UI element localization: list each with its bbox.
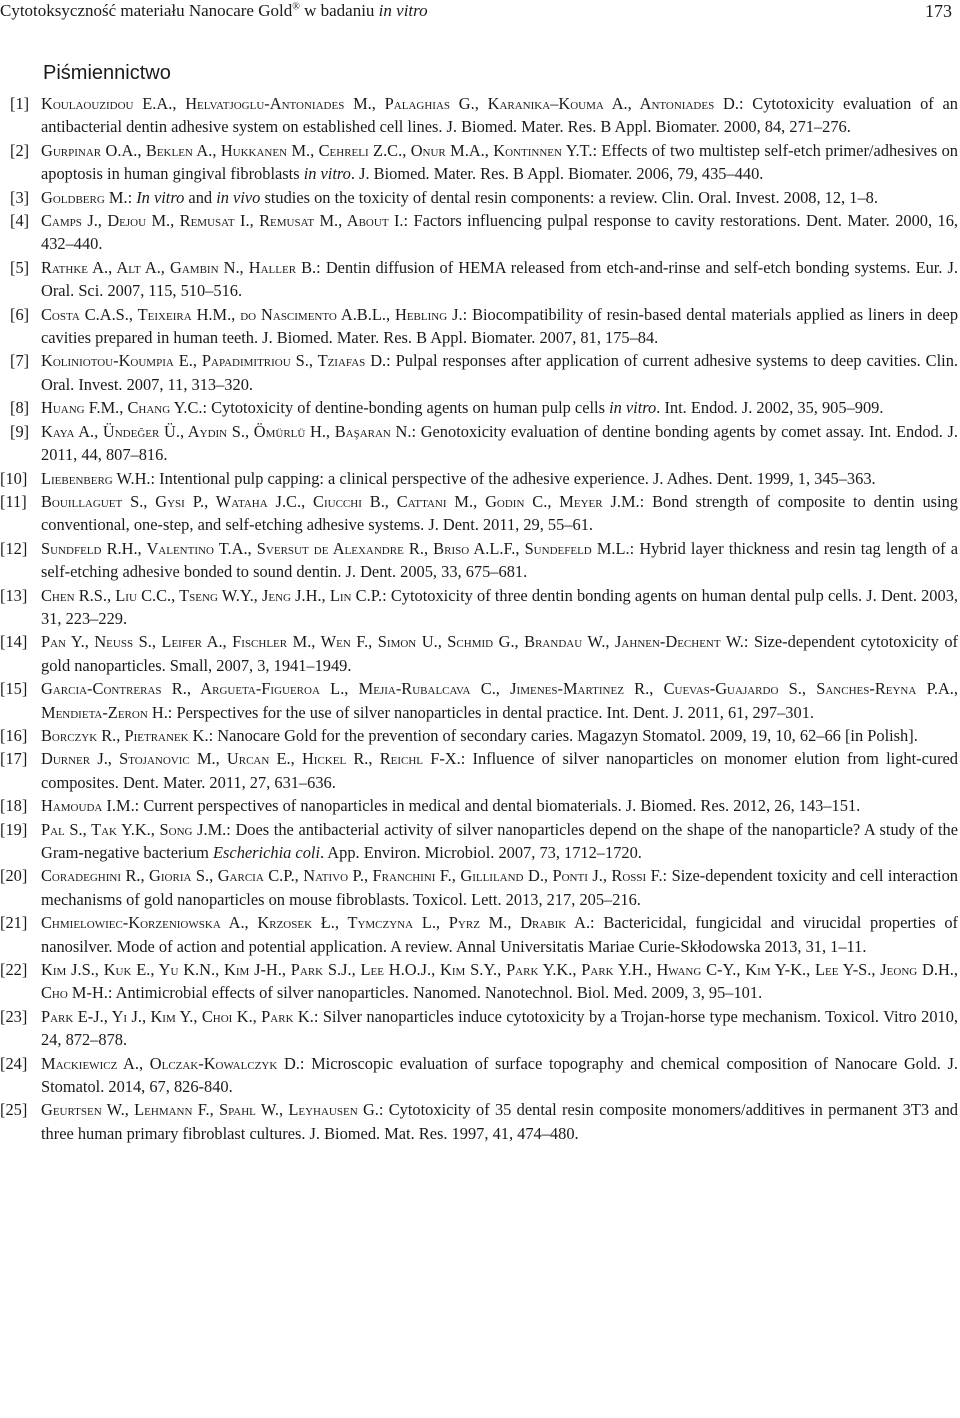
reference-number: [17] [0, 749, 28, 769]
reference-segment: : Nanocare Gold for the prevention of secondary caries. Magazyn Stomatol. 2009, 19, 10, 62–66 [in Polish]. [208, 725, 918, 745]
reference-number: [14] [0, 632, 28, 652]
reference-authors: Chen R.S., Liu C.C., Tseng W.Y., Jeng J.H., Lin C.P. [41, 585, 383, 605]
reference-item [0, 1005, 958, 1052]
reference-text [41, 749, 958, 791]
reference-item [0, 537, 958, 584]
reference-authors: Koliniotou-Koumpia E., Papadimitriou S., Tziafas D. [41, 351, 387, 371]
reference-segment: : Biocompatibility of resin-based dental materials applied as liners in deep cavities prepared in human teeth. J. Biomed. Mater. Res. B Appl. Biomater. 2007, 81, 175–84. [41, 304, 959, 348]
reference-number: [24] [0, 1053, 28, 1073]
reference-item [0, 958, 958, 1005]
reference-list [0, 92, 958, 1145]
reference-authors: Goldberg M. [41, 187, 128, 207]
running-title-main: Cytotoksyczność materiału Nanocare Gold [0, 1, 293, 20]
reference-item [0, 818, 958, 865]
reference-number: [8] [10, 398, 30, 418]
reference-authors: Koulaouzidou E.A., Helvatjoglu-Antoniades M., Palaghias G., Karanika–Kouma A., Antoniades D. [41, 94, 739, 113]
reference-item [0, 630, 958, 677]
reference-item [0, 490, 958, 537]
reference-segment: : Cytotoxicity evaluation of an antibacterial dentin adhesive system on established cell lines. J. Biomed. Mater. Res. B Appl. Biomater. 2000, 84, 271–276. [41, 94, 959, 137]
reference-segment: : Factors influencing pulpal response to cavity restorations. Dent. Mater. 2000, 16, 432–440. [41, 211, 958, 254]
reference-segment: : Hybrid layer thickness and resin tag length of a self-etching adhesive bonded to sound dentin. J. Dent. 2005, 33, 675–681. [41, 538, 958, 582]
reference-authors: Sundfeld R.H., Valentino T.A., Sversut de Alexandre R., Briso A.L.F., Sundefeld M.L. [41, 538, 630, 558]
reference-segment: : Effects of two multistep self-etch primer/adhesives on apoptosis in human gingival fibroblasts [41, 140, 958, 184]
reference-number: [18] [0, 796, 28, 816]
reference-italic: in vitro [303, 164, 351, 184]
reference-text [41, 539, 958, 581]
running-title [0, 0, 428, 22]
running-title-italic: in vitro [378, 1, 428, 20]
reference-number: [10] [0, 468, 28, 488]
reference-text [41, 422, 958, 464]
reference-authors: Garcia-Contreras R., Argueta-Figueroa L., Mejia-Rubalcava C., Jimenes-Martinez R., Cuevas-Guajardo S., Sanches-Reyna P.A., Mendieta-Zeron H. [41, 679, 958, 722]
reference-text [41, 1007, 958, 1049]
reference-text [41, 820, 958, 862]
reference-number: [23] [0, 1006, 28, 1026]
reference-number: [5] [10, 257, 30, 277]
reference-segment: : [127, 187, 137, 207]
reference-item [0, 256, 958, 303]
reference-item [0, 349, 958, 396]
reference-authors: Kim J.S., Kuk E., Yu K.N., Kim J-H., Park S.J., Lee H.O.J., Kim S.Y., Park Y.K., Park Y.H., Hwang C-Y., Kim Y-K., Lee Y-S., Jeong D.H., Cho M-H. [41, 960, 958, 1003]
reference-item [0, 467, 958, 490]
reference-text [41, 305, 958, 347]
reference-text [41, 586, 958, 628]
reference-text [41, 94, 958, 136]
reference-segment: : Cytotoxicity of 35 dental resin composite monomers/additives in permanent 3T3 and three human primary fibroblast cultures. J. Biomed. Mat. Res. 1997, 41, 474–480. [41, 1100, 958, 1143]
reference-segment: : Intentional pulp capping: a clinical perspective of the adhesive experience. J. Adhes. Dent. 1999, 1, 345–363. [150, 468, 876, 488]
reference-authors: Hamouda I.M. [41, 796, 135, 816]
reference-segment: : Current perspectives of nanoparticles in medical and dental biomaterials. J. Biomed. Res. 2012, 26, 143–151. [134, 796, 861, 816]
reference-item [0, 396, 958, 419]
reference-text [41, 351, 958, 393]
reference-item [0, 139, 958, 186]
reference-authors: Rathke A., Alt A., Gambin N., Haller B. [41, 257, 317, 277]
reference-segment: . App. Environ. Microbiol. 2007, 73, 1712–1720. [320, 843, 642, 862]
reference-text [41, 796, 860, 815]
reference-text [41, 866, 958, 908]
reference-number: [15] [0, 679, 28, 699]
reference-italic: in vitro [609, 398, 657, 418]
reference-authors: Pal S., Tak Y.K., Song J.M. [41, 819, 227, 839]
reference-text [41, 258, 958, 300]
reference-number: [11] [0, 491, 27, 511]
running-title-mid: w badaniu [299, 1, 379, 20]
reference-number: [6] [10, 304, 30, 324]
reference-number: [22] [0, 960, 28, 980]
reference-segment: : Silver nanoparticles induce cytotoxicity by a Trojan-horse type mechanism. Toxicol. Vitro 2010, 24, 872–878. [41, 1006, 959, 1050]
reference-text [41, 469, 876, 488]
page-number: 173 [925, 1, 952, 21]
page-header [0, 0, 960, 26]
registered-mark: ® [292, 1, 300, 13]
reference-segment: : Size-dependent toxicity and cell interaction mechanisms of gold nanoparticles on mouse fibroblasts. Toxicol. Lett. 2013, 217, 205–216. [41, 866, 958, 909]
reference-number: [1] [10, 94, 30, 113]
reference-item [0, 303, 958, 350]
reference-segment: and [184, 187, 217, 207]
reference-item [0, 794, 958, 817]
section-title: Piśmiennictwo [43, 62, 171, 84]
reference-segment: : Perspectives for the use of silver nanoparticles in dental practice. Int. Dent. J. 2011, 61, 297–301. [167, 702, 814, 722]
reference-authors: Geurtsen W., Lehmann F., Spahl W., Leyhausen G. [41, 1100, 379, 1120]
reference-number: [12] [0, 538, 28, 558]
reference-segment: : Pulpal responses after application of current adhesive systems to deep cavities. Clin. Oral. Invest. 2007, 11, 313–320. [41, 351, 958, 394]
reference-authors: Bouillaguet S., Gysi P., Wataha J.C., Ciucchi B., Cattani M., Godin C., Meyer J.M. [41, 491, 640, 511]
reference-text [41, 188, 878, 207]
reference-authors: Huang F.M., Chang Y.C. [41, 398, 203, 418]
reference-authors: Borczyk R., Pietranek K. [41, 725, 209, 745]
reference-authors: Pan Y., Neuss S., Leifer A., Fischler M., Wen F., Simon U., Schmid G., Brandau W., Jahnen-Dechent W. [41, 632, 744, 652]
reference-italic: In vitro [136, 187, 185, 207]
reference-item [0, 420, 958, 467]
reference-text [41, 960, 958, 1002]
reference-item [0, 92, 958, 139]
reference-italic: in vivo [216, 187, 261, 207]
reference-number: [21] [0, 913, 28, 933]
reference-text [41, 679, 958, 721]
reference-authors: Liebenberg W.H. [41, 468, 151, 488]
reference-segment: : Bactericidal, fungicidal and virucidal properties of nanosilver. Mode of action and potential application. A review. Annal Universitatis Mariae Curie-Skłodowska 2013, 31, 1–11. [41, 913, 958, 956]
reference-authors: Park E-J., Yi J., Kim Y., Choi K., Park K. [41, 1006, 314, 1026]
reference-segment: : Antimicrobial effects of silver nanoparticles. Nanomed. Nanotechnol. Biol. Med. 2009, 3, 95–101. [107, 983, 763, 1003]
reference-number: [3] [10, 187, 30, 207]
reference-segment: : Genotoxicity evaluation of dentine bonding agents by comet assay. Int. Endod. J. 2011, 44, 807–816. [41, 421, 958, 465]
reference-number: [2] [10, 140, 30, 160]
reference-segment: . Int. Endod. J. 2002, 35, 905–909. [656, 398, 884, 418]
reference-segment: . J. Biomed. Mater. Res. B Appl. Biomater. 2006, 79, 435–440. [350, 164, 764, 184]
reference-segment: : Microscopic evaluation of surface topography and chemical composition of Nanocare Gold. J. Stomatol. 2014, 67, 826-840. [41, 1053, 958, 1097]
reference-number: [7] [10, 351, 30, 371]
reference-text [41, 726, 918, 745]
reference-number: [9] [10, 421, 30, 441]
reference-segment: : Influence of silver nanoparticles on monomer elution from light-cured composites. Dent. Mater. 2011, 27, 631–636. [41, 749, 958, 792]
reference-segment: : Dentin diffusion of HEMA released from etch-and-rinse and self-etch bonding systems. Eur. J. Oral. Sci. 2007, 115, 510–516. [41, 257, 959, 301]
reference-text [41, 211, 958, 253]
reference-authors: Camps J., Dejou M., Remusat I., Remusat M., About I. [41, 211, 404, 231]
reference-item [0, 911, 958, 958]
reference-item [0, 1098, 958, 1145]
reference-authors: Durner J., Stojanovic M., Urcan E., Hickel R., Reichl F-X. [41, 749, 461, 769]
reference-number: [19] [0, 819, 28, 839]
reference-text [41, 398, 883, 417]
reference-number: [4] [10, 211, 30, 231]
reference-number: [20] [0, 866, 28, 886]
reference-italic: Escherichia coli [213, 843, 320, 862]
reference-number: [13] [0, 585, 28, 605]
reference-authors: Coradeghini R., Gioria S., Garcia C.P., Nativo P., Franchini F., Gilliland D., Ponti J., Rossi F. [41, 866, 663, 886]
reference-item [0, 209, 958, 256]
reference-text [41, 913, 958, 955]
reference-item [0, 677, 958, 724]
reference-item [0, 864, 958, 911]
reference-authors: Mackiewicz A., Olczak-Kowalczyk D. [41, 1053, 300, 1073]
reference-text [41, 1054, 958, 1096]
reference-authors: Gurpinar O.A., Beklen A., Hukkanen M., Cehreli Z.C., Onur M.A., Kontinnen Y.T. [41, 140, 593, 160]
reference-segment: : Size-dependent cytotoxicity of gold nanoparticles. Small, 2007, 3, 1941–1949. [41, 632, 958, 675]
reference-segment: : Does the antibacterial activity of silver nanoparticles depend on the shape of the nanoparticle? A study of the Gram-negative bacterium [41, 819, 958, 862]
reference-text [41, 1100, 958, 1142]
reference-number: [25] [0, 1100, 28, 1120]
reference-segment: studies on the toxicity of dental resin components: a review. Clin. Oral. Invest. 2008, 12, 1–8. [260, 187, 878, 207]
reference-segment: : Cytotoxicity of dentine-bonding agents on human pulp cells [202, 398, 610, 418]
reference-text [41, 141, 958, 183]
reference-item [0, 584, 958, 631]
reference-item [0, 186, 958, 209]
reference-authors: Costa C.A.S., Teixeira H.M., do Nascimento A.B.L., Hebling J. [41, 304, 463, 324]
reference-item [0, 724, 958, 747]
reference-segment: : Cytotoxicity of three dentin bonding agents on human dental pulp cells. J. Dent. 2003, 31, 223–229. [41, 585, 958, 628]
reference-authors: Kaya A., Ündeğer Ü., Aydın S., Ömürlü H., Başaran N. [41, 421, 412, 441]
reference-text [41, 632, 958, 674]
reference-text [41, 492, 958, 534]
reference-item [0, 1052, 958, 1099]
reference-number: [16] [0, 725, 28, 745]
reference-authors: Chmielowiec-Korzeniowska A., Krzosek Ł., Tymczyna L., Pyrz M., Drabik A. [41, 913, 591, 933]
reference-segment: : Bond strength of composite to dentin using conventional, one-step, and self-etching adhesive systems. J. Dent. 2011, 29, 55–61. [41, 491, 958, 535]
reference-item [0, 747, 958, 794]
